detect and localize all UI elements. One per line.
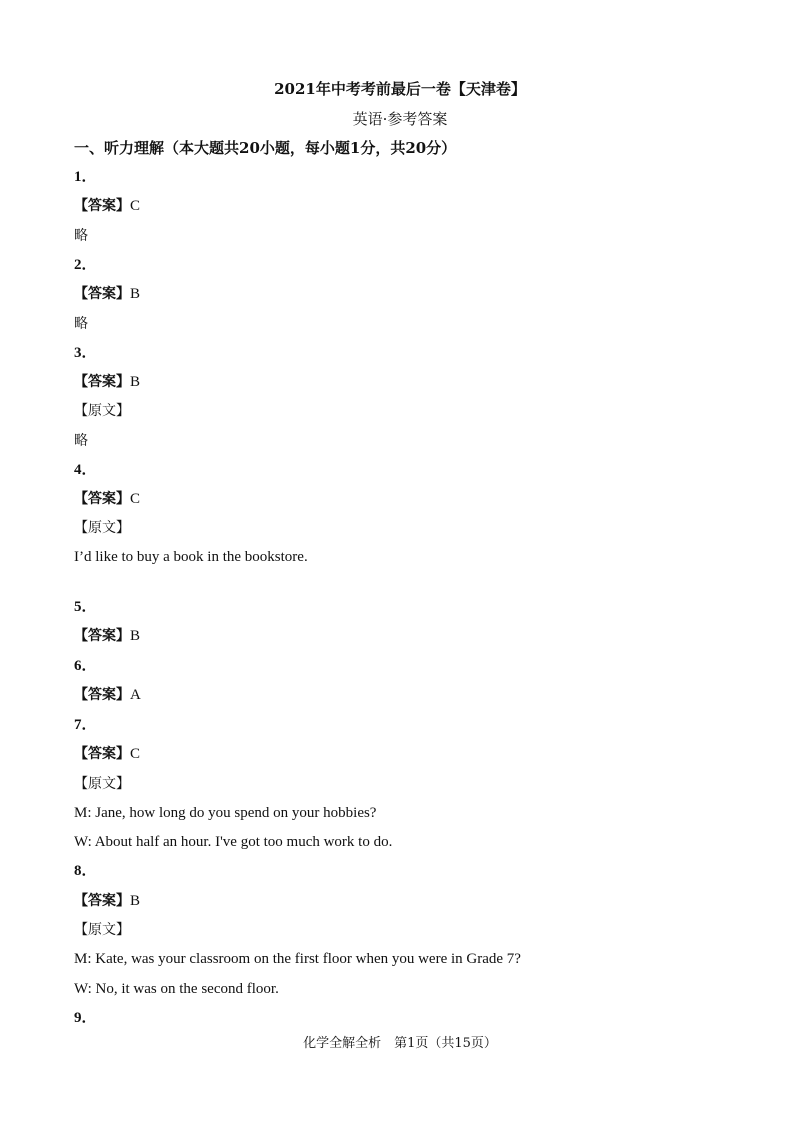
answer-value: A: [130, 687, 141, 703]
answer-line: [74, 285, 140, 303]
omitted-text: 略: [74, 433, 88, 449]
question-number: 4．: [74, 462, 97, 478]
question-number: 9．: [74, 1010, 97, 1026]
answer-line: [74, 745, 140, 763]
answer-value: B: [130, 286, 141, 302]
document-subtitle: 英语·参考答案: [352, 110, 448, 128]
answer-value: C: [130, 746, 141, 762]
answer-line: [74, 197, 140, 215]
question-number: 8．: [74, 863, 97, 879]
question-number: 3．: [74, 345, 97, 361]
transcript-line: W: About half an hour. I've got too much work to do.: [74, 834, 393, 850]
answer-value: B: [130, 628, 141, 644]
answer-line: [74, 686, 141, 704]
answer-line: [74, 373, 140, 391]
answer-label: 【答案】: [74, 198, 130, 214]
answer-value: B: [130, 893, 141, 909]
page-footer: 化学全解全析 第1页（共15页）: [303, 1036, 497, 1051]
answer-label: 【答案】: [74, 628, 130, 644]
section-heading: 一、听力理解（本大题共20小题，每小题1分，共20分）: [74, 139, 457, 157]
answer-label: 【答案】: [74, 687, 130, 703]
original-text-label: 【原文】: [74, 520, 130, 536]
question-number: 5．: [74, 599, 97, 615]
question-number: 2．: [74, 257, 97, 273]
answer-line: [74, 892, 140, 910]
answer-value: C: [130, 198, 141, 214]
answer-label: 【答案】: [74, 286, 130, 302]
transcript-line: W: No, it was on the second floor.: [74, 981, 279, 997]
original-text-label: 【原文】: [74, 922, 130, 938]
answer-label: 【答案】: [74, 374, 130, 390]
question-number: 6．: [74, 658, 97, 674]
omitted-text: 略: [74, 316, 88, 332]
answer-value: C: [130, 491, 141, 507]
transcript-line: I’d like to buy a book in the bookstore.: [74, 549, 308, 565]
document-title: 2021年中考考前最后一卷【天津卷】: [274, 80, 526, 98]
omitted-text: 略: [74, 228, 88, 244]
question-number: 1．: [74, 169, 97, 185]
transcript-line: M: Kate, was your classroom on the first floor when you were in Grade 7?: [74, 951, 521, 967]
answer-label: 【答案】: [74, 491, 130, 507]
original-text-label: 【原文】: [74, 776, 130, 792]
answer-label: 【答案】: [74, 746, 130, 762]
answer-line: [74, 490, 140, 508]
original-text-label: 【原文】: [74, 403, 130, 419]
answer-value: B: [130, 374, 141, 390]
answer-label: 【答案】: [74, 893, 130, 909]
answer-line: [74, 627, 140, 645]
question-number: 7．: [74, 717, 97, 733]
transcript-line: M: Jane, how long do you spend on your hobbies?: [74, 805, 377, 821]
